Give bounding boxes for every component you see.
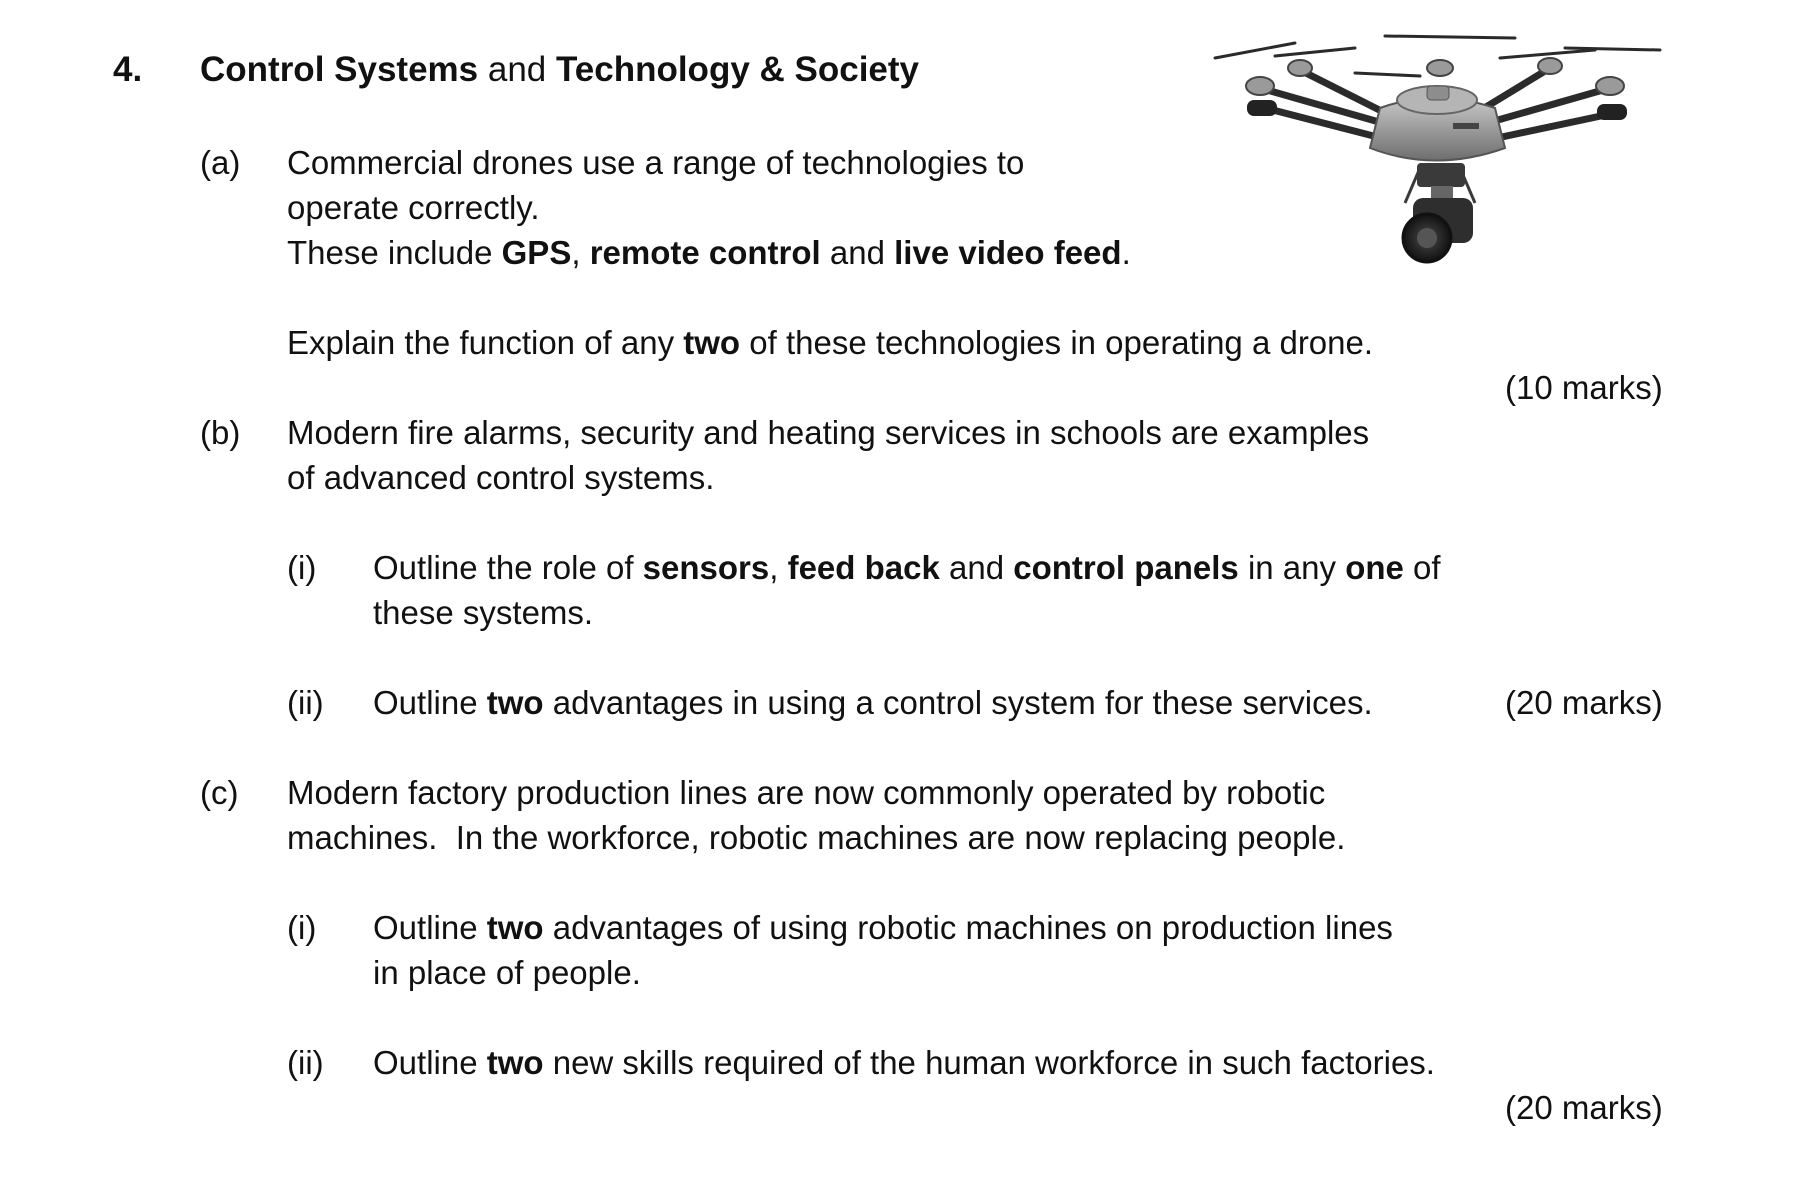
- part-b-label: (b): [200, 414, 241, 451]
- part-b-marks: (20 marks): [1505, 684, 1663, 721]
- part-c-i-label: (i): [287, 909, 317, 946]
- title-control-systems: Control Systems: [200, 50, 479, 89]
- term-feed-back: feed back: [787, 549, 940, 586]
- part-c-ii-label: (ii): [287, 1044, 324, 1081]
- part-a-explain-pre: Explain the function of any: [287, 324, 684, 361]
- part-c-ii-two: two: [486, 1044, 544, 1081]
- part-b-i-of: of: [1403, 549, 1441, 586]
- part-c-line2: machines. In the workforce, robotic machines are now replacing people.: [287, 819, 1346, 856]
- part-a-period: .: [1121, 234, 1131, 271]
- part-b-i-pre: Outline the role of: [373, 549, 643, 586]
- part-a-explain: [287, 320, 1373, 365]
- part-b-ii-two: two: [486, 684, 544, 721]
- part-c-i-pre: Outline: [373, 909, 487, 946]
- title-technology-society: Technology & Society: [555, 50, 920, 89]
- term-live-video-feed: live video feed: [894, 234, 1122, 271]
- part-a-label: (a): [200, 144, 241, 181]
- part-c-i-two: two: [486, 909, 544, 946]
- part-a-line3-pre: These include: [287, 234, 502, 271]
- part-b-ii-pre: Outline: [373, 684, 487, 721]
- question-title: [200, 47, 919, 92]
- term-gps: GPS: [501, 234, 572, 271]
- title-and: and: [478, 50, 556, 89]
- part-c-marks: (20 marks): [1505, 1089, 1663, 1126]
- part-b-i-and: and: [939, 549, 1014, 586]
- term-sensors: sensors: [642, 549, 770, 586]
- part-b-ii-post: advantages in using a control system for these services.: [543, 684, 1373, 721]
- part-b-ii-line: [373, 680, 1373, 725]
- part-a-line1: Commercial drones use a range of technologies to: [287, 144, 1025, 181]
- term-remote-control: remote control: [589, 234, 821, 271]
- question-number: 4.: [113, 50, 143, 89]
- part-c-label: (c): [200, 774, 239, 811]
- part-b-i-line1: [373, 545, 1441, 590]
- part-c-line1: Modern factory production lines are now commonly operated by robotic: [287, 774, 1326, 811]
- part-a-line2: operate correctly.: [287, 189, 540, 226]
- part-c-i-line2: in place of people.: [373, 954, 641, 991]
- part-c-i-line1: [373, 905, 1393, 950]
- part-b-i-in-any: in any: [1238, 549, 1346, 586]
- term-control-panels: control panels: [1013, 549, 1239, 586]
- drone-photo: [1205, 28, 1667, 278]
- part-c-i-post: advantages of using robotic machines on production lines: [543, 909, 1393, 946]
- part-b-line2: of advanced control systems.: [287, 459, 715, 496]
- part-b-i-line2: these systems.: [373, 594, 594, 631]
- part-a-explain-post: of these technologies in operating a drone.: [740, 324, 1374, 361]
- part-b-ii-label: (ii): [287, 684, 324, 721]
- part-b-i-label: (i): [287, 549, 317, 586]
- part-c-ii-post: new skills required of the human workforce in such factories.: [543, 1044, 1435, 1081]
- part-a-marks: (10 marks): [1505, 369, 1663, 406]
- part-a-explain-two: two: [683, 324, 741, 361]
- part-b-line1: Modern fire alarms, security and heating services in schools are examples: [287, 414, 1370, 451]
- part-c-ii-pre: Outline: [373, 1044, 487, 1081]
- part-a-and: and: [820, 234, 895, 271]
- part-a-comma: ,: [571, 234, 590, 271]
- part-b-i-comma: ,: [769, 549, 788, 586]
- part-a-line3: [287, 230, 1131, 275]
- term-one: one: [1345, 549, 1404, 586]
- part-c-ii-line: [373, 1040, 1435, 1085]
